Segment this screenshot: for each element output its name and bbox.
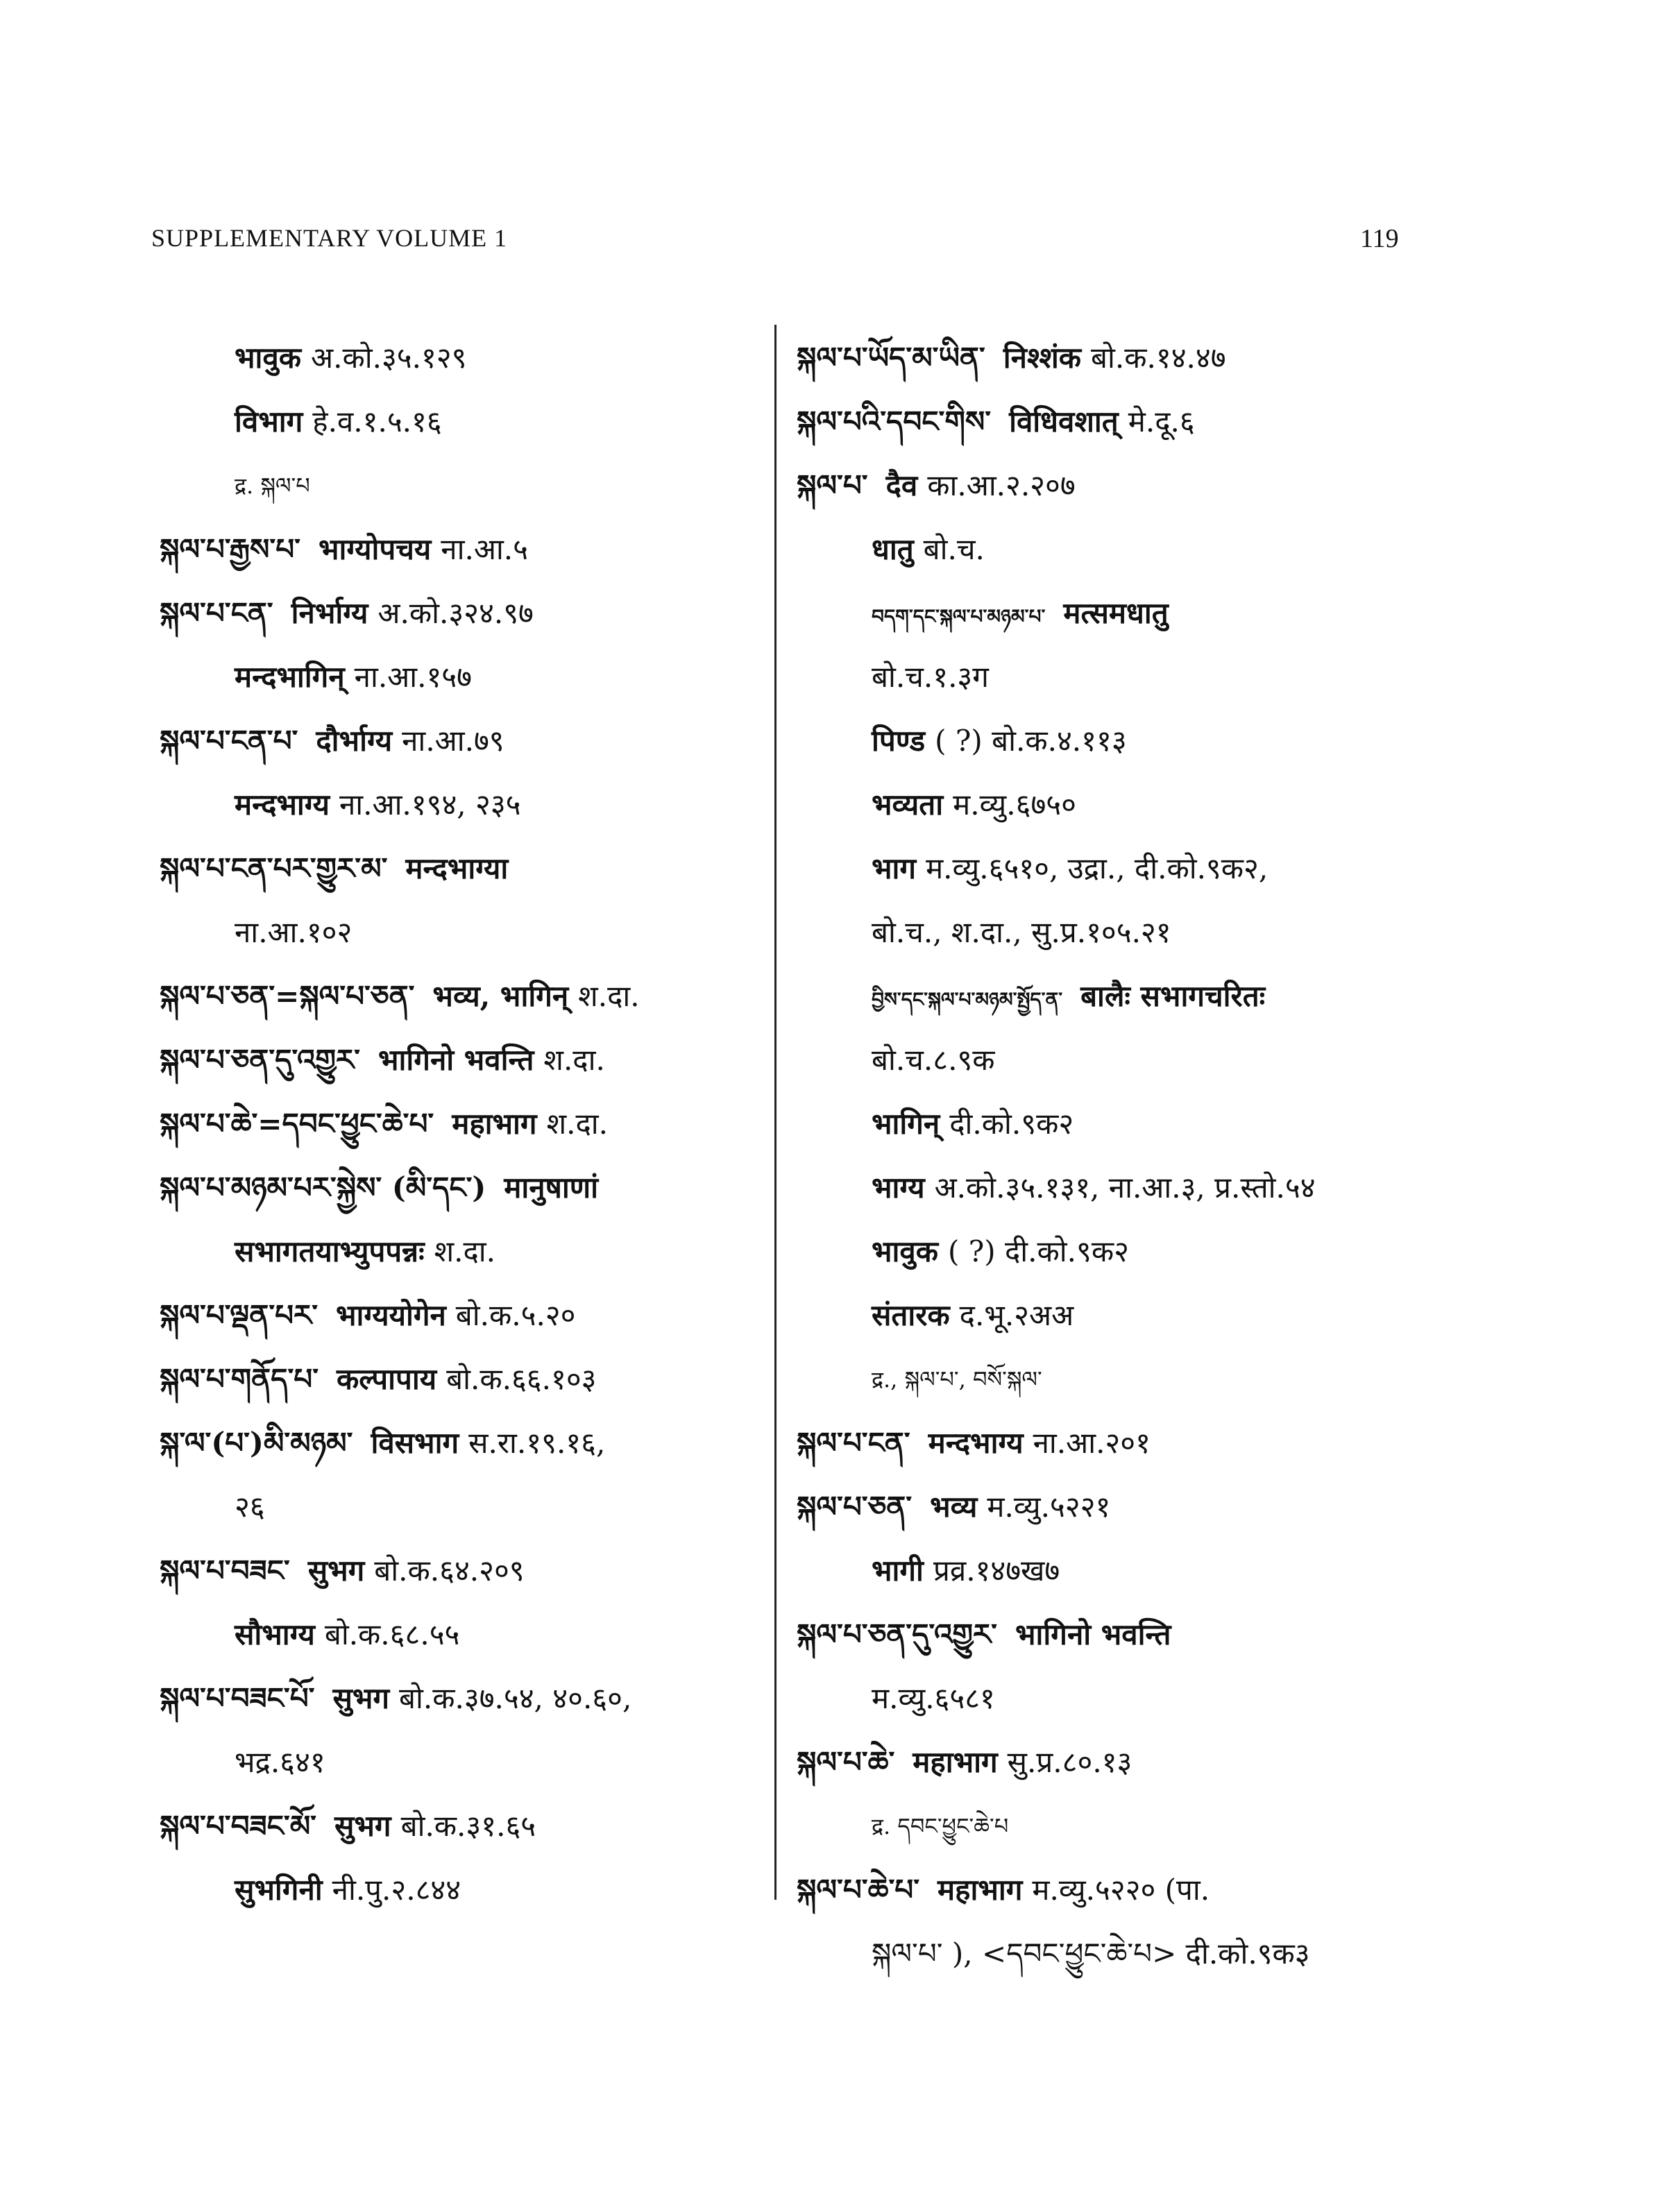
source-reference: श.दा.: [578, 979, 640, 1013]
entry-line: [160, 1539, 756, 1603]
left-column: [160, 326, 756, 1922]
entry-line: [797, 1028, 1421, 1092]
sanskrit-equivalent: मानुषाणां: [504, 1171, 598, 1205]
entry-line: [160, 1347, 756, 1411]
entry-line: [160, 454, 756, 518]
entry-line: [160, 1858, 756, 1922]
sanskrit-equivalent: विसभाग: [371, 1426, 459, 1460]
tibetan-term: བྱིས་དང་སྐལ་པ་མཉམ་སྤྱོད་ན་: [872, 988, 1063, 1011]
sanskrit-equivalent: सभागतयाभ्युपपन्नः: [235, 1234, 425, 1268]
sanskrit-equivalent: कल्पापाय: [337, 1362, 437, 1396]
source-reference: अ.को.३५.१२९: [311, 341, 467, 375]
source-reference: स.रा.१९.१६,: [468, 1426, 606, 1460]
entry-line: [160, 581, 756, 645]
source-reference: श.दा.: [546, 1107, 609, 1141]
sanskrit-equivalent: निश्शंक: [1003, 341, 1082, 375]
source-reference: म.व्यु.६५८१: [872, 1681, 995, 1715]
sanskrit-equivalent: भागिनो भवन्ति: [378, 1043, 534, 1077]
tibetan-term: སྐ་ལ་(པ་)མི་མཉམ་: [160, 1426, 353, 1460]
sanskrit-equivalent: भव्य, भागिन्: [432, 979, 569, 1013]
source-reference: मे.दू.६: [1128, 405, 1195, 439]
source-reference: श.दा.: [543, 1043, 605, 1077]
tibetan-term: སྐལ་པ་མཉམ་པར་སྐྱེས་ (མི་དང་): [160, 1171, 486, 1205]
entry-line: [797, 1794, 1421, 1858]
source-reference: ( ?) दी.को.९क२: [948, 1234, 1129, 1268]
tibetan-term: སྐལ་པ་ངན་: [160, 596, 273, 630]
source-reference: ना.आ.२०१: [1033, 1426, 1151, 1460]
entry-line: [160, 1284, 756, 1347]
sanskrit-equivalent: पिण्ड: [872, 724, 926, 758]
sanskrit-equivalent: धातु: [872, 532, 914, 566]
source-reference: द्र., སྐལ་པ་, བསོ་སྐལ་: [872, 1366, 1042, 1393]
tibetan-term: བདག་དང་སྐལ་པ་མཉམ་པ་: [872, 605, 1046, 628]
source-reference: द्र. སྐལ་པ: [235, 473, 310, 499]
tibetan-term: སྐལ་པ་ཡོད་མ་ཡིན་: [797, 341, 985, 375]
source-reference: बो.क.३७.५४, ४०.६०,: [399, 1681, 632, 1715]
running-head: SUPPLEMENTARY VOLUME 1: [151, 224, 508, 252]
tibetan-term: སྐལ་པའི་དབང་གིས་: [797, 405, 992, 439]
entry-line: [797, 1347, 1421, 1411]
sanskrit-equivalent: दौर्भाग्य: [316, 724, 393, 758]
source-reference: हे.व.१.५.१६: [312, 405, 442, 439]
entry-line: [797, 837, 1421, 901]
sanskrit-equivalent: दैव: [885, 468, 918, 502]
sanskrit-equivalent: सुभग: [334, 1809, 391, 1843]
entry-line: [160, 518, 756, 581]
tibetan-term: སྐལ་པ་ཆེ་=དབང་ཕྱུང་ཆེ་པ་: [160, 1107, 434, 1141]
tibetan-term: སྐལ་པ་ངན་: [797, 1426, 910, 1460]
tibetan-term: སྐལ་པ་བཟང་: [160, 1554, 290, 1588]
source-reference: द्र. དབང་ཕྱུང་ཆེ་པ: [872, 1813, 1009, 1839]
entry-line: [160, 773, 756, 837]
tibetan-term: སྐལ་པ་རྒྱས་པ་: [160, 532, 300, 566]
source-reference: बो.च.: [923, 532, 985, 566]
entry-line: [160, 1475, 756, 1539]
source-reference: སྐལ་པ་ ), <དབང་ཕྱུང་ཆེ་པ> दी.को.९क३: [872, 1937, 1310, 1971]
entry-line: [160, 1092, 756, 1156]
entry-line: [797, 645, 1421, 709]
sanskrit-equivalent: संतारक: [872, 1298, 950, 1332]
sanskrit-equivalent: विधिवशात्: [1009, 405, 1119, 439]
entry-line: [797, 326, 1421, 390]
entry-line: [797, 518, 1421, 581]
source-reference: प्रव्र.१४७ख७: [933, 1554, 1060, 1588]
entry-line: [160, 645, 756, 709]
source-reference: बो.क.६४.२०९: [374, 1554, 525, 1588]
sanskrit-equivalent: मन्दभाग्या: [405, 851, 509, 885]
source-reference: २६: [235, 1490, 265, 1524]
entry-line: [797, 964, 1421, 1028]
sanskrit-equivalent: भागी: [872, 1554, 924, 1588]
tibetan-term: སྐལ་པ་ཆེ་: [797, 1745, 895, 1779]
entry-line: [797, 1092, 1421, 1156]
sanskrit-equivalent: भागिन्: [872, 1107, 940, 1141]
source-reference: बो.च., श.दा., सु.प्र.१०५.२१: [872, 915, 1171, 949]
source-reference: बो.क.१४.४७: [1091, 341, 1226, 375]
tibetan-term: སྐལ་པ་ངན་པ་: [160, 724, 298, 758]
entry-line: [160, 1603, 756, 1667]
entry-line: [160, 1411, 756, 1475]
entry-line: [160, 709, 756, 773]
source-reference: बो.क.६६.१०३: [446, 1362, 597, 1396]
sanskrit-equivalent: भाग्ययोगेन: [336, 1298, 446, 1332]
entry-line: [797, 1475, 1421, 1539]
sanskrit-equivalent: भाग्योपचय: [318, 532, 432, 566]
sanskrit-equivalent: महाभाग: [913, 1745, 998, 1779]
sanskrit-equivalent: महाभाग: [937, 1873, 1023, 1907]
entry-line: [160, 326, 756, 390]
right-column: [797, 326, 1421, 1986]
tibetan-term: སྐལ་པ་ཆེ་པ་: [797, 1873, 920, 1907]
source-reference: ना.आ.१०२: [235, 915, 353, 949]
source-reference: अ.को.३२४.९७: [377, 596, 534, 630]
source-reference: ना.आ.१९४, २३५: [339, 788, 521, 822]
tibetan-term: སྐལ་པ་བཟང་པོ་: [160, 1681, 315, 1715]
entry-line: [160, 1667, 756, 1730]
entry-line: [797, 1284, 1421, 1347]
sanskrit-equivalent: भागिनो भवन्ति: [1015, 1617, 1171, 1651]
source-reference: ना.आ.५: [441, 532, 528, 566]
sanskrit-equivalent: मत्समधातु: [1063, 596, 1169, 630]
source-reference: म.व्यु.६५१०, उद्रा., दी.को.९क२,: [926, 851, 1269, 885]
entry-line: [797, 709, 1421, 773]
source-reference: सु.प्र.८०.१३: [1007, 1745, 1132, 1779]
sanskrit-equivalent: विभाग: [235, 405, 303, 439]
source-reference: का.आ.२.२०७: [927, 468, 1076, 502]
sanskrit-equivalent: सुभग: [307, 1554, 365, 1588]
tibetan-term: སྐལ་པ་གནོད་པ་: [160, 1362, 319, 1396]
page-number: 119: [1360, 224, 1399, 253]
sanskrit-equivalent: भावुक: [872, 1234, 939, 1268]
entry-line: [797, 454, 1421, 518]
entry-line: [797, 1603, 1421, 1667]
sanskrit-equivalent: भव्य: [930, 1490, 978, 1524]
entry-line: [797, 1858, 1421, 1922]
sanskrit-equivalent: सुभग: [332, 1681, 390, 1715]
source-reference: अ.को.३५.१३१, ना.आ.३, प्र.स्तो.५४: [934, 1171, 1316, 1205]
column-divider: [774, 325, 777, 1900]
source-reference: ( ?) बो.क.४.११३: [935, 724, 1127, 758]
source-reference: बो.क.६८.५५: [324, 1617, 460, 1651]
source-reference: दी.को.९क२: [949, 1107, 1074, 1141]
source-reference: बो.क.३१.६५: [400, 1809, 536, 1843]
tibetan-term: སྐལ་པ་བཟང་མོ་: [160, 1809, 317, 1843]
entry-line: [160, 837, 756, 901]
sanskrit-equivalent: मन्दभाग्य: [235, 788, 330, 822]
sanskrit-equivalent: बालैः सभागचरितः: [1080, 979, 1266, 1013]
sanskrit-equivalent: सुभगिनी: [235, 1873, 323, 1907]
entry-line: [797, 1922, 1421, 1986]
entry-line: [797, 1539, 1421, 1603]
source-reference: म.व्यु.५२२० (पा.: [1032, 1873, 1210, 1907]
entry-line: [160, 1156, 756, 1220]
source-reference: भद्र.६४१: [235, 1745, 325, 1779]
source-reference: म.व्यु.५२२१: [987, 1490, 1111, 1524]
entry-line: [160, 390, 756, 454]
sanskrit-equivalent: मन्दभागिन्: [235, 660, 345, 694]
source-reference: म.व्यु.६७५०: [953, 788, 1076, 822]
entry-line: [797, 1411, 1421, 1475]
entry-line: [160, 964, 756, 1028]
entry-line: [797, 773, 1421, 837]
entry-line: [797, 1667, 1421, 1730]
sanskrit-equivalent: निर्भाग्य: [291, 596, 368, 630]
source-reference: बो.क.५.२०: [455, 1298, 576, 1332]
sanskrit-equivalent: भव्यता: [872, 788, 944, 822]
entry-line: [797, 1730, 1421, 1794]
source-reference: द.भू.२अअ: [959, 1298, 1074, 1332]
sanskrit-equivalent: महाभाग: [452, 1107, 537, 1141]
entry-line: [160, 901, 756, 964]
entry-line: [160, 1028, 756, 1092]
entry-line: [797, 1156, 1421, 1220]
entry-line: [797, 390, 1421, 454]
entry-line: [160, 1220, 756, 1284]
tibetan-term: སྐལ་པ་ཅན་དུ་འགྱུར་: [160, 1043, 361, 1077]
entry-line: [797, 1220, 1421, 1284]
entry-line: [160, 1730, 756, 1794]
entry-line: [797, 901, 1421, 964]
source-reference: बो.च.१.३ग: [872, 660, 989, 694]
sanskrit-equivalent: सौभाग्य: [235, 1617, 315, 1651]
tibetan-term: སྐལ་པ་ངན་པར་གྱུར་མ་: [160, 851, 388, 885]
source-reference: श.दा.: [434, 1234, 496, 1268]
sanskrit-equivalent: मन्दभाग्य: [928, 1426, 1024, 1460]
source-reference: ना.आ.१५७: [354, 660, 472, 694]
source-reference: नी.पु.२.८४४: [332, 1873, 461, 1907]
entry-line: [160, 1794, 756, 1858]
sanskrit-equivalent: भावुक: [235, 341, 302, 375]
tibetan-term: སྐལ་པ་ཅན་=སྐལ་པ་ཅན་: [160, 979, 415, 1013]
sanskrit-equivalent: भाग्य: [872, 1171, 925, 1205]
entry-line: [797, 581, 1421, 645]
source-reference: ना.आ.७९: [402, 724, 504, 758]
tibetan-term: སྐལ་པ་: [797, 468, 868, 502]
tibetan-term: སྐལ་པ་ཅན་དུ་འགྱུར་: [797, 1617, 998, 1651]
source-reference: बो.च.८.९क: [872, 1043, 995, 1077]
tibetan-term: སྐལ་པ་ལྡན་པར་: [160, 1298, 319, 1332]
tibetan-term: སྐལ་པ་ཅན་: [797, 1490, 913, 1524]
sanskrit-equivalent: भाग: [872, 851, 917, 885]
